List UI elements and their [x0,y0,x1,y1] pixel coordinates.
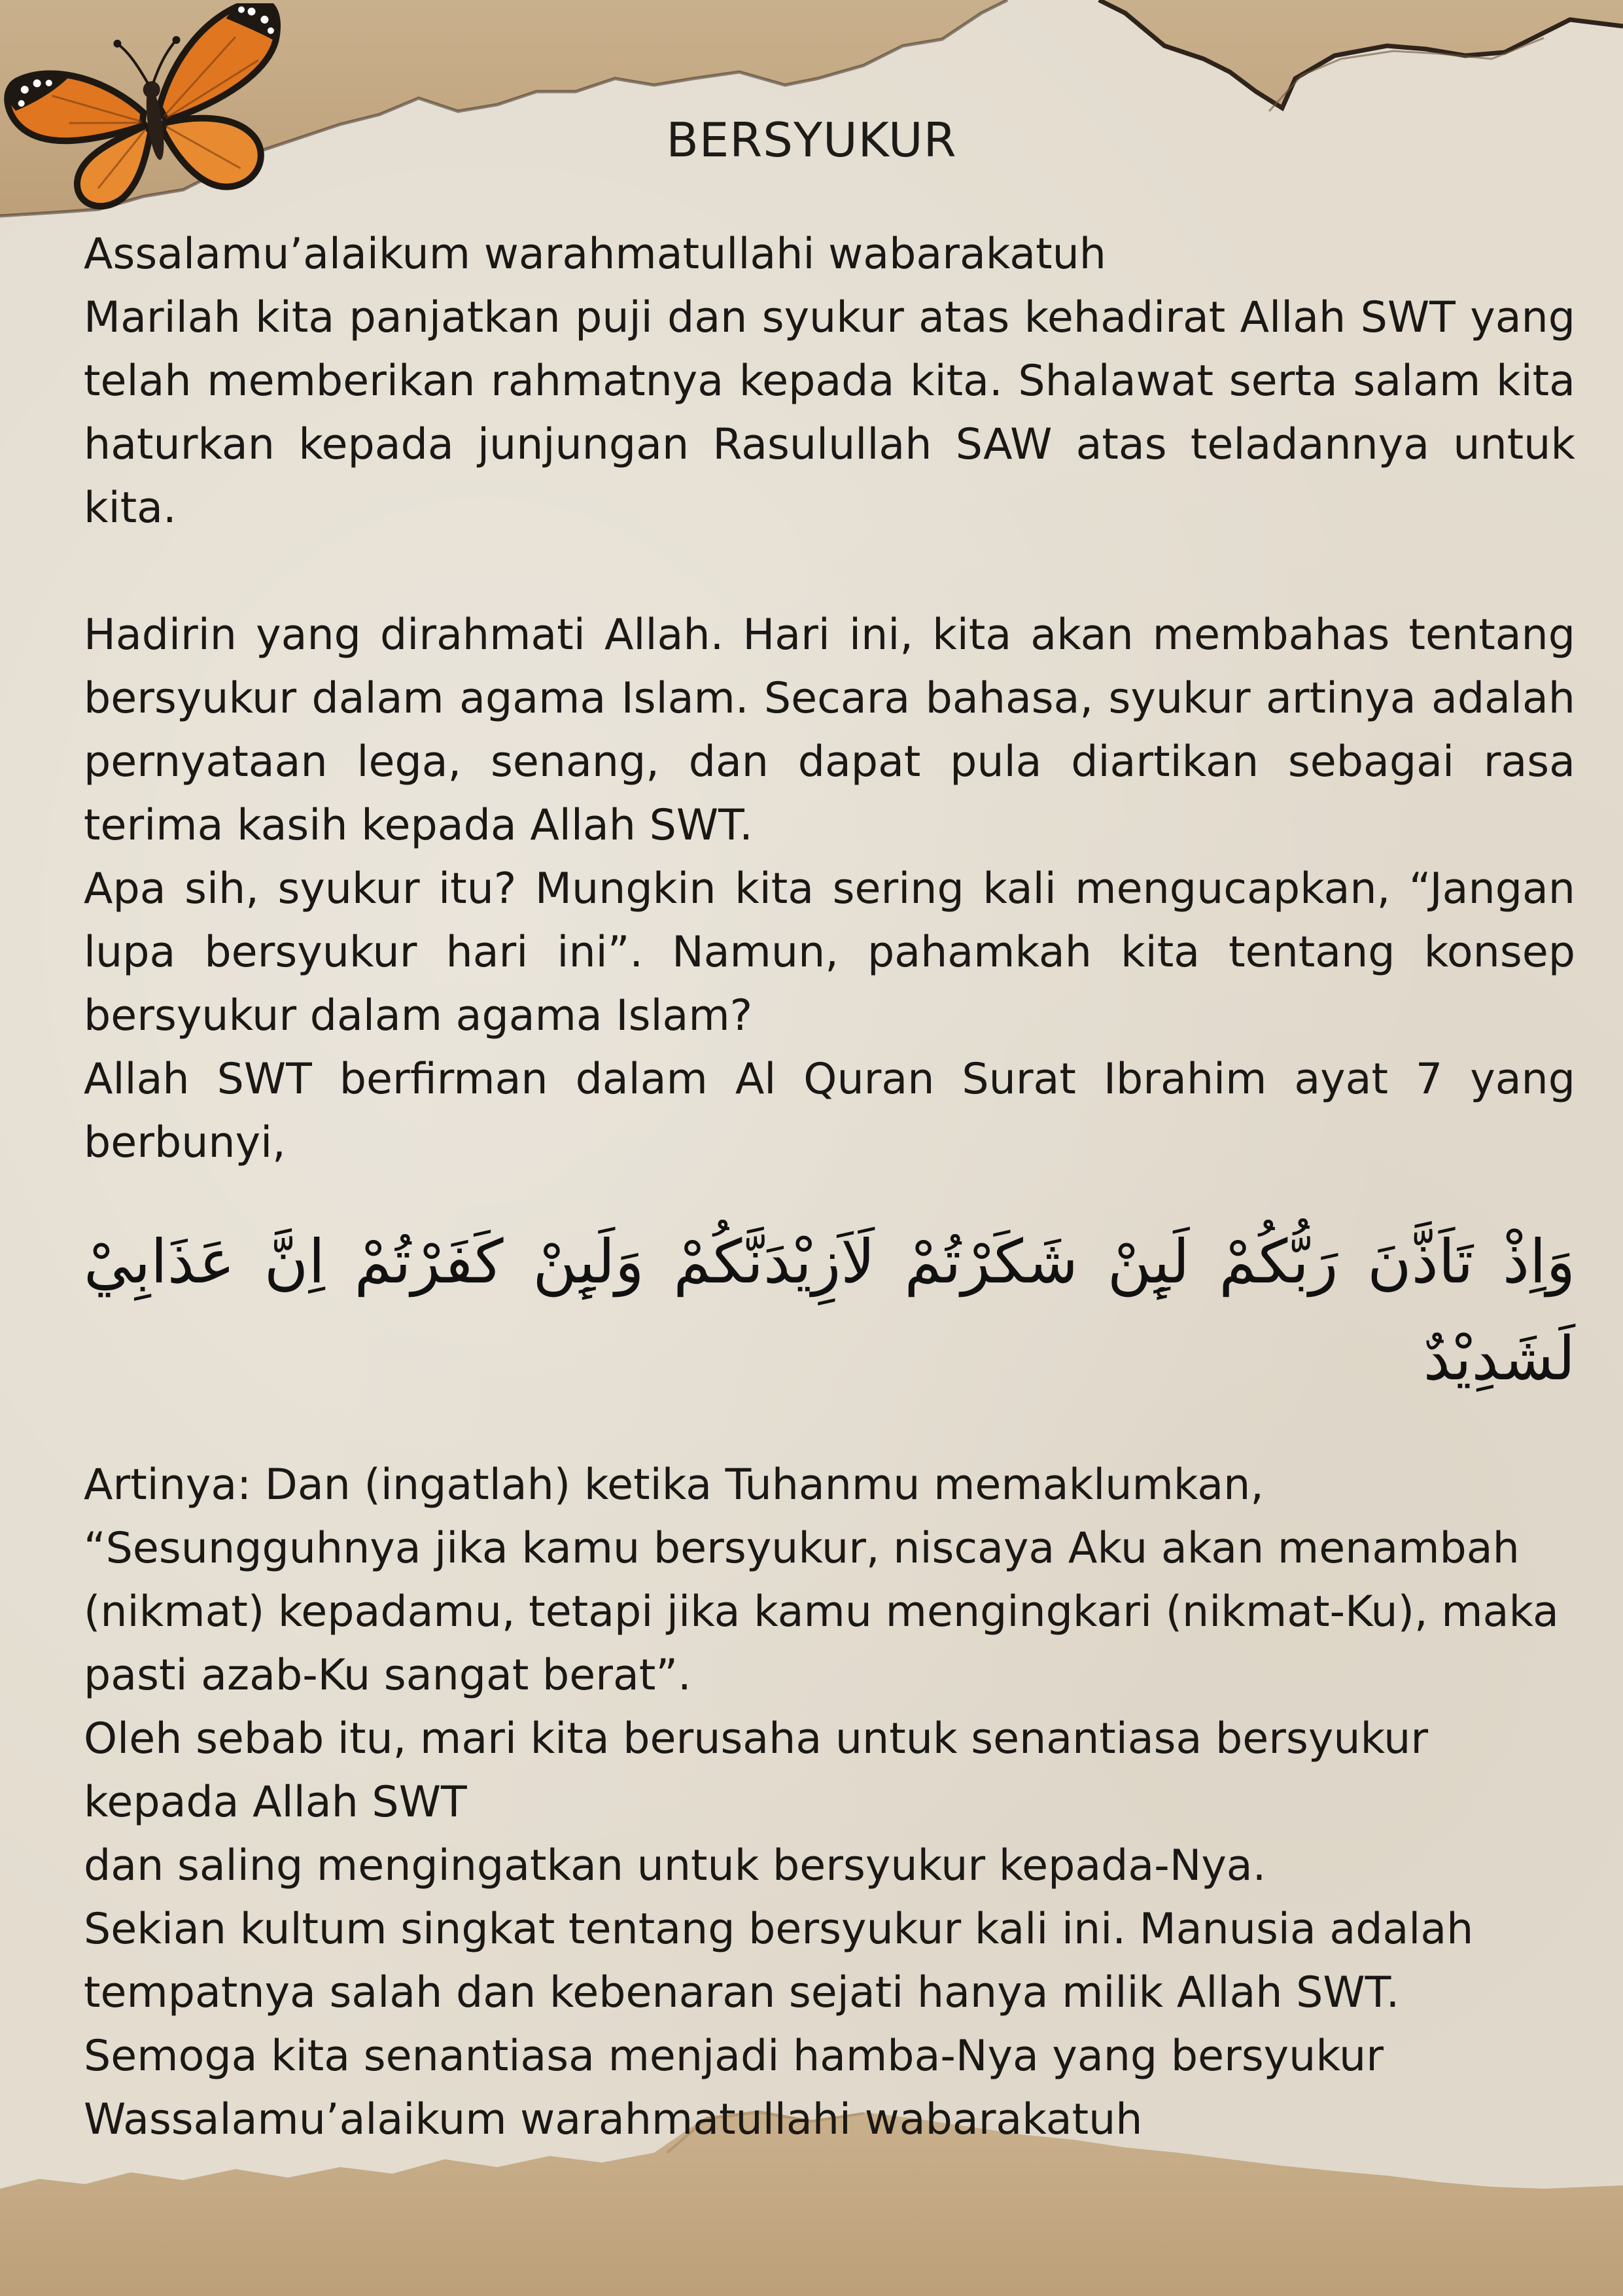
closing-salam: Wassalamu’alaikum warahmatullahi wabarakatuh [84,2095,1143,2144]
arabic-verse: وَاِذْ تَاَذَّنَ رَبُّكُمْ لَىِٕنْ شَكَرْتُمْ لَاَزِيْدَنَّكُمْ وَلَىِٕنْ كَفَرْتُمْ اِنَّ عَذَابِيْ لَشَدِيْدٌ [84,1227,1575,1394]
closing-line: Semoga kita senantiasa menjadi hamba-Nya yang bersyukur [84,2032,1384,2081]
closing-line: tempatnya salah dan kebenaran sejati hanya milik Allah SWT. [84,1968,1400,2017]
page-title: BERSYUKUR [666,113,957,168]
closing-line: dan saling mengingatkan untuk bersyukur kepada-Nya. [84,1841,1266,1890]
paragraph-question: Apa sih, syukur itu? Mungkin kita sering kali mengucapkan, “Jangan lupa bersyukur hari ini”. Namun, pahamkah kita tentang konsep bersyukur dalam agama Islam? [84,864,1575,1040]
translation-line: “Sesungguhnya jika kamu bersyukur, niscaya Aku akan menambah [84,1524,1520,1573]
translation-line: pasti azab-Ku sangat berat”. [84,1651,691,1700]
translation-line: (nikmat) kepadamu, tetapi jika kamu mengingkari (nikmat-Ku), maka [84,1587,1559,1636]
paragraph-verse-intro: Allah SWT berfirman dalam Al Quran Surat Ibrahim ayat 7 yang berbunyi, [84,1055,1575,1167]
opening-salam: Assalamu’alaikum warahmatullahi wabarakatuh [84,230,1106,279]
paragraph-spacer [84,540,1575,603]
document-body [84,222,1575,2151]
closing-line: Oleh sebab itu, mari kita berusaha untuk senantiasa bersyukur [84,1714,1429,1763]
paragraph-topic: Hadirin yang dirahmati Allah. Hari ini, kita akan membahas tentang bersyukur dalam agama Islam. Secara bahasa, syukur artinya adalah pernyataan lega, senang, dan dapat pula diartikan sebagai rasa terima kasih kepada Allah SWT. [84,610,1575,850]
closing-line: Sekian kultum singkat tentang bersyukur kali ini. Manusia adalah [84,1905,1474,1954]
closing-line: kepada Allah SWT [84,1778,467,1827]
paragraph-intro: Marilah kita panjatkan puji dan syukur atas kehadirat Allah SWT yang telah memberikan rahmatnya kepada kita. Shalawat serta salam kita haturkan kepada junjungan Rasulullah SAW atas teladannya untuk kita. [84,293,1575,533]
translation-line: Artinya: Dan (ingatlah) ketika Tuhanmu memaklumkan, [84,1460,1264,1510]
